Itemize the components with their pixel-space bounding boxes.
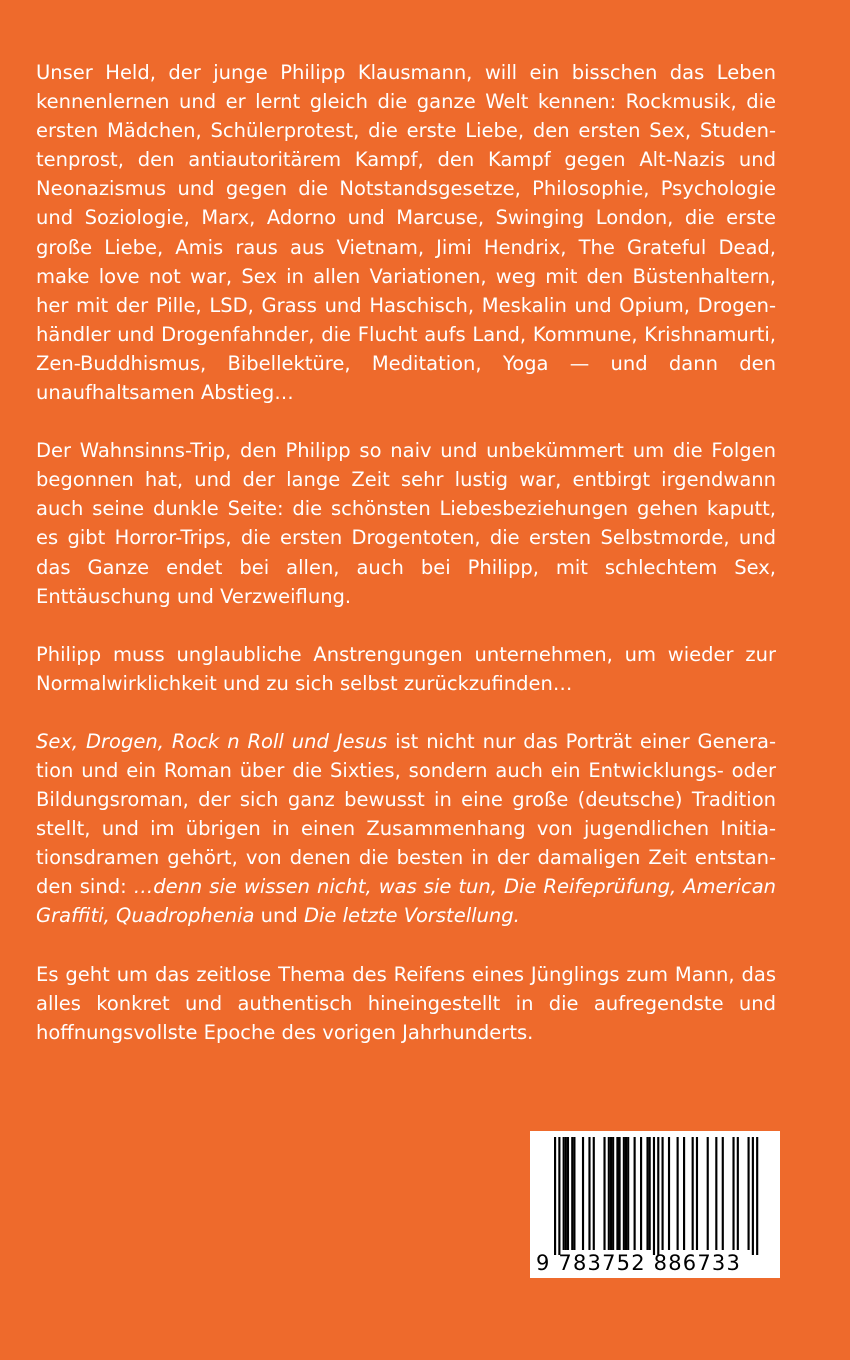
barcode-bar — [668, 1137, 670, 1250]
barcode-bar — [627, 1137, 629, 1250]
barcode-bar — [722, 1137, 724, 1250]
barcode-bar — [573, 1137, 575, 1250]
barcode-bar — [603, 1137, 605, 1250]
barcode-bar — [619, 1137, 621, 1250]
barcode-bar — [612, 1137, 614, 1250]
barcode-bar — [715, 1137, 717, 1250]
film-titles: …denn sie wissen nicht, was sie tun, Die Reifeprüfung, American Graffiti, Quadrophenia — [36, 875, 777, 928]
blurb-paragraph-3: Philipp muss unglaubliche Anstrengungen unternehmen, um wieder zur Normalwirklichkeit und zu sich selbst zurückzufinden… — [36, 642, 776, 695]
blurb-paragraph-4 — [36, 727, 776, 931]
blurb-text: und — [254, 904, 304, 928]
blurb-paragraph-2: Der Wahnsinns-Trip, den Philipp so naiv und unbekümmert um die Folgen begonnen hat, und der lange Zeit sehr lustig war, entbirgt irgendwann auch seine dunkle Seite: die schönsten Liebesbeziehungen gehen kaputt, es gibt Horror-Trips, die ersten Drogentoten, die ersten Selbstmorde, und das Ganze endet bei allen, auch bei Philipp, mit schlechtem Sex, Enttäuschung und Verzweiflung. — [36, 439, 776, 608]
barcode-bar — [646, 1137, 648, 1250]
barcode-bar — [683, 1137, 685, 1250]
barcode-bar — [737, 1137, 739, 1250]
barcode-bar — [554, 1137, 556, 1255]
barcode-bar — [696, 1137, 698, 1250]
barcode-bar — [563, 1137, 565, 1250]
barcode-bar — [608, 1137, 610, 1250]
barcode-bar — [634, 1137, 636, 1250]
barcode-bar — [692, 1137, 694, 1250]
barcode-bar — [616, 1137, 618, 1250]
barcode-bar — [623, 1137, 625, 1250]
barcode-bar — [567, 1137, 569, 1250]
barcode-bar — [588, 1137, 590, 1250]
blurb-text: ist nicht nur das Porträt einer Generation und ein Roman über die Sixties, sondern auch ein Entwicklungs- oder Bildungsroman, der sich ganz bewusst in eine große (deutsche) Tradition stellt, und im übrigen in einen Zusammenhang von jugendlichen Initiationsdramen gehört, von denen die besten in der damaligen Zeit entstanden sind: — [36, 729, 776, 899]
blurb-paragraph-5: Es geht um das zeitlose Thema des Reifens eines Jünglings zum Mann, das alles konkret und authentisch hineingestellt in die aufregendste und hoffnungsvollste Epoche des vorigen Jahrhunderts. — [36, 962, 776, 1044]
barcode-bar — [571, 1137, 573, 1250]
barcode-bar — [707, 1137, 709, 1250]
barcode-bar — [625, 1137, 627, 1250]
isbn-barcode — [530, 1131, 780, 1278]
book-title: Sex, Drogen, Rock n Roll und Jesus — [36, 729, 388, 753]
film-title-last: Die letzte Vorstellung. — [303, 904, 520, 928]
barcode-bar — [752, 1137, 754, 1255]
barcode-bar — [653, 1137, 655, 1255]
barcode-bar — [662, 1137, 664, 1250]
barcode-bar — [558, 1137, 560, 1255]
barcode-bar — [565, 1137, 567, 1250]
blurb-paragraph-1: Unser Held, der junge Philipp Klausmann, will ein bisschen das Leben kennenlernen und er lernt gleich die ganze Welt kennen: Rockmusik, die ersten Mädchen, Schülerprotest, die erste Liebe, den ersten Sex, Studentenprost, den antiautoritärem Kampf, den Kampf gegen Alt-Nazis und Neonazismus und gegen die Notstandsgesetze, Philosophie, Psychologie und Soziologie, Marx, Adorno und Marcuse, Swinging London, die erste große Liebe, Amis raus aus Vietnam, Jimi Hendrix, The Grateful Dead, make love not war, Sex in allen Variationen, weg mit den Büstenhaltern, her mit der Pille, LSD, Grass und Haschisch, Meskalin und Opium, Drogenhändler und Drogenfahnder, die Flucht aufs Land, Kommune, Krishnamurti, Zen-Buddhismus, Bibellektüre, Meditation, Yoga — und dann den unaufhaltsamen Abstieg… — [36, 61, 776, 405]
barcode-bar — [582, 1137, 584, 1250]
barcode-bar — [657, 1137, 659, 1255]
barcode-bar — [677, 1137, 679, 1250]
isbn-number: 9 783752 886733 — [536, 1251, 742, 1275]
barcode-bar — [748, 1137, 750, 1250]
barcode-bar — [649, 1137, 651, 1250]
barcode-bar — [593, 1137, 595, 1250]
barcode-bar — [732, 1137, 734, 1250]
barcode-bar — [610, 1137, 612, 1250]
barcode-bar — [640, 1137, 642, 1250]
back-cover-text — [36, 58, 776, 1076]
barcode-bar — [756, 1137, 758, 1255]
